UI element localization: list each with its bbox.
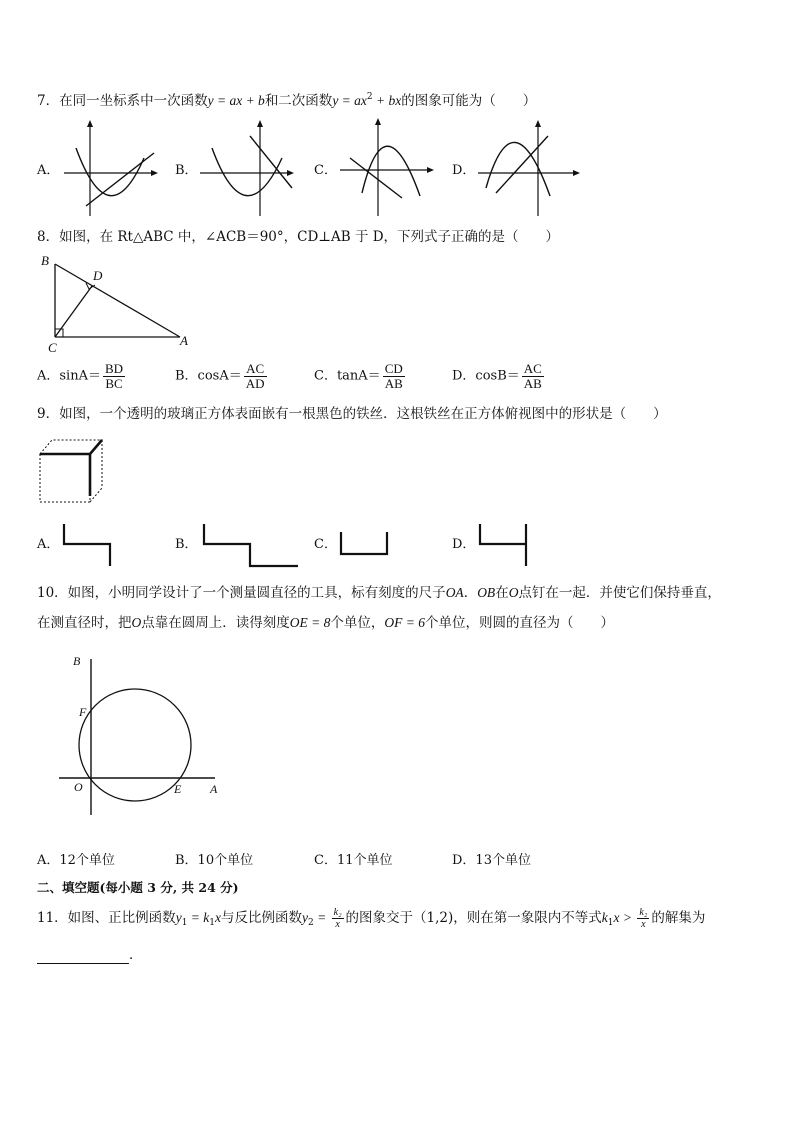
q10-stem-line2: 在测直径时，把O点靠在圆周上．读得刻度OE = 8个单位，OF = 6个单位，则圆的直径为（ ） (37, 615, 614, 631)
q9-shape-a (62, 522, 116, 568)
q7-graph-b (200, 118, 300, 218)
q8-option-a: A．sinA＝ $\frac{BD}{BC}$ (37, 361, 124, 391)
q11-answer-blank[interactable]: ． (37, 946, 143, 964)
q10-circle-figure (55, 655, 225, 825)
q9-option-d-label: D． (452, 537, 476, 552)
q10-label-o: O (74, 780, 83, 794)
q10-label-a: A (210, 782, 218, 796)
q8-label-b: B (41, 253, 49, 268)
q10-label-b: B (73, 654, 81, 668)
q8-stem: 8．如图，在 Rt△ABC 中，∠ACB＝90°，CD⊥AB 于 D，下列式子正确的是（ ） (37, 229, 560, 245)
q8-label-a: A (180, 333, 188, 348)
q8-label-c: C (48, 340, 57, 355)
q9-option-a-label: A． (37, 537, 60, 552)
q7-option-d-label: D． (452, 163, 476, 178)
q10-option-c: C．11个单位 (314, 853, 393, 868)
q9-option-b-label: B． (175, 537, 198, 552)
q7-option-a-label: A． (37, 163, 60, 178)
q8-label-d: D (93, 268, 103, 283)
q9-shape-b (202, 522, 302, 568)
q10-option-a: A．12个单位 (37, 853, 115, 868)
q8-triangle-figure (40, 252, 200, 352)
q11-stem: 11．如图、正比例函数$y_1 = k_1x$与反比例函数$y_2$ = $\frac{\text{k₂}}{x}$ 的图象交于（1,2)，则在第一象限内不等式$k_1x$ > $\frac{\text{k₂}}{x}$ 的解集为 (37, 907, 706, 930)
q7-graph-d (478, 118, 584, 218)
q9-shape-d (478, 522, 532, 568)
q8-option-d: D．cosB＝ $\frac{AC}{AB}$ (452, 361, 542, 391)
q7-stem: 7．在同一坐标系中一次函数y = ax + b和二次函数$y = ax^2$ + bx的图象可能为（ ） (37, 92, 537, 109)
q8-option-c: C．tanA＝ $\frac{CD}{AB}$ (314, 361, 403, 391)
q9-option-c-label: C． (314, 537, 337, 552)
q9-cube-figure (38, 436, 108, 506)
q9-shape-c (339, 530, 391, 560)
q9-stem: 9．如图，一个透明的玻璃正方体表面嵌有一根黑色的铁丝．这根铁丝在正方体俯视图中的形状是（ ） (37, 406, 667, 422)
q10-label-f: F (79, 705, 87, 719)
q10-option-b: B．10个单位 (175, 853, 254, 868)
q10-label-e: E (174, 782, 182, 796)
q7-graph-c (340, 118, 440, 218)
q10-option-d: D．13个单位 (452, 853, 531, 868)
q10-stem-line1: 10．如图，小明同学设计了一个测量圆直径的工具，标有刻度的尺子OA．OB在O点钉在一起．并使它们保持垂直， (37, 585, 721, 601)
q7-graph-a (64, 118, 160, 218)
q8-option-b: B．cosA＝ $\frac{AC}{AD}$ (175, 361, 265, 391)
q7-option-c-label: C． (314, 163, 337, 178)
section-2-heading: 二、填空题(每小题 3 分, 共 24 分) (37, 880, 239, 895)
q7-option-b-label: B． (175, 163, 198, 178)
